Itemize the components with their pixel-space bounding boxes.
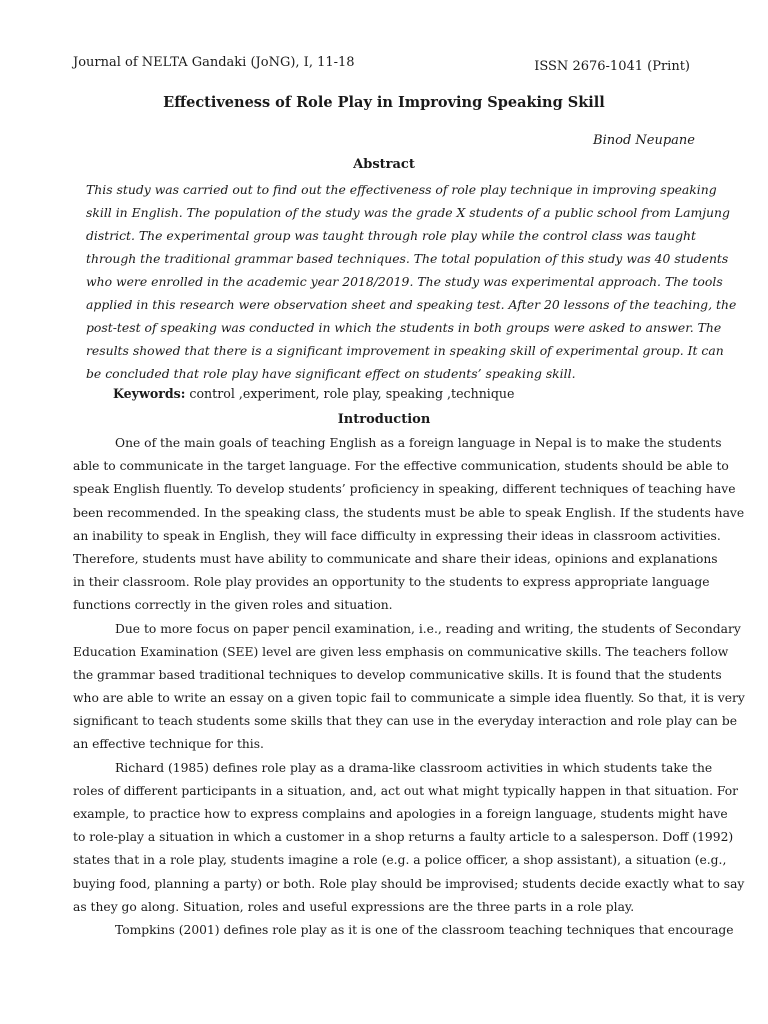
paragraph-line: been recommended. In the speaking class, the students must be able to speak English. If the students have xyxy=(73,505,745,520)
abstract-line: applied in this research were observation sheet and speaking test. After 20 lessons of the teaching, the xyxy=(86,297,737,312)
abstract-line: district. The experimental group was taught through role play while the control class was taught xyxy=(86,228,697,243)
abstract-text xyxy=(86,178,737,385)
paragraph-line: to role-play a situation in which a customer in a shop returns a faulty article to a salesperson. Doff (1992) xyxy=(73,830,734,845)
abstract-line: through the traditional grammar based techniques. The total population of this study was 40 students xyxy=(86,251,729,266)
paragraph-line: states that in a role play, students imagine a role (e.g. a police officer, a shop assistant), a situation (e.g., xyxy=(73,853,727,868)
abstract-line: skill in English. The population of the study was the grade X students of a public school from Lamjung xyxy=(86,205,730,220)
abstract-heading: Abstract xyxy=(353,157,415,172)
paragraph-line: functions correctly in the given roles and situation. xyxy=(73,598,393,613)
abstract-line: post-test of speaking was conducted in which the students in both groups were asked to answer. The xyxy=(86,320,722,335)
paragraph-line: Education Examination (SEE) level are given less emphasis on communicative skills. The teachers follow xyxy=(73,644,729,659)
paper-title: Effectiveness of Role Play in Improving Speaking Skill xyxy=(163,94,605,111)
abstract-line: be concluded that role play have significant effect on students’ speaking skill. xyxy=(86,366,576,381)
paragraph-line: able to communicate in the target language. For the effective communication, students should be able to xyxy=(73,459,729,474)
paragraph-line: Tompkins (2001) defines role play as it is one of the classroom teaching techniques that encourage xyxy=(115,922,734,937)
paragraph-line: significant to teach students some skills that they can use in the everyday interaction and role play can be xyxy=(73,714,738,729)
paragraph-line: buying food, planning a party) or both. Role play should be improvised; students decide exactly what to say xyxy=(73,876,745,891)
paragraph-line: an effective technique for this. xyxy=(73,737,264,752)
paragraph-line: an inability to speak in English, they will face difficulty in expressing their ideas in classroom activities. xyxy=(73,528,721,543)
issn-number: ISSN 2676-1041 (Print) xyxy=(534,59,690,74)
keywords-text: control ,experiment, role play, speaking ,technique xyxy=(185,386,515,401)
paragraph-line: as they go along. Situation, roles and useful expressions are the three parts in a role play. xyxy=(73,899,635,914)
introduction-text xyxy=(73,432,745,942)
paragraph-line: Richard (1985) defines role play as a drama-like classroom activities in which students take the xyxy=(115,760,713,775)
keywords-line xyxy=(113,386,514,401)
introduction-heading: Introduction xyxy=(337,412,431,427)
author-name: Binod Neupane xyxy=(593,133,695,148)
abstract-line: This study was carried out to find out the effectiveness of role play technique in improving speaking xyxy=(86,182,717,197)
paragraph-line: One of the main goals of teaching English as a foreign language in Nepal is to make the students xyxy=(115,436,722,450)
keywords-label: Keywords: xyxy=(113,386,186,401)
paragraph-line: Therefore, students must have ability to communicate and share their ideas, opinions and explanations xyxy=(73,551,718,566)
abstract-line: who were enrolled in the academic year 2018/2019. The study was experimental approach. The tools xyxy=(86,274,723,289)
running-header xyxy=(73,55,690,75)
abstract-line: results showed that there is a significant improvement in speaking skill of experimental group. It can xyxy=(86,343,724,358)
journal-citation: Journal of NELTA Gandaki (JoNG), I, 11-18 xyxy=(73,55,355,70)
paragraph-line: Due to more focus on paper pencil examination, i.e., reading and writing, the students of Secondary xyxy=(115,621,741,636)
paragraph-line: the grammar based traditional techniques to develop communicative skills. It is found that the students xyxy=(73,667,722,682)
paragraph-line: speak English fluently. To develop students’ proficiency in speaking, different techniques of teaching have xyxy=(73,482,736,497)
paragraph-line: in their classroom. Role play provides an opportunity to the students to express appropriate language xyxy=(73,575,710,590)
paragraph-line: who are able to write an essay on a given topic fail to communicate a simple idea fluently. So that, it is very xyxy=(73,691,745,706)
paragraph-line: roles of different participants in a situation, and, act out what might typically happen in that situation. For xyxy=(73,783,739,798)
paragraph-line: example, to practice how to express complains and apologies in a foreign language, students might have xyxy=(73,807,728,821)
